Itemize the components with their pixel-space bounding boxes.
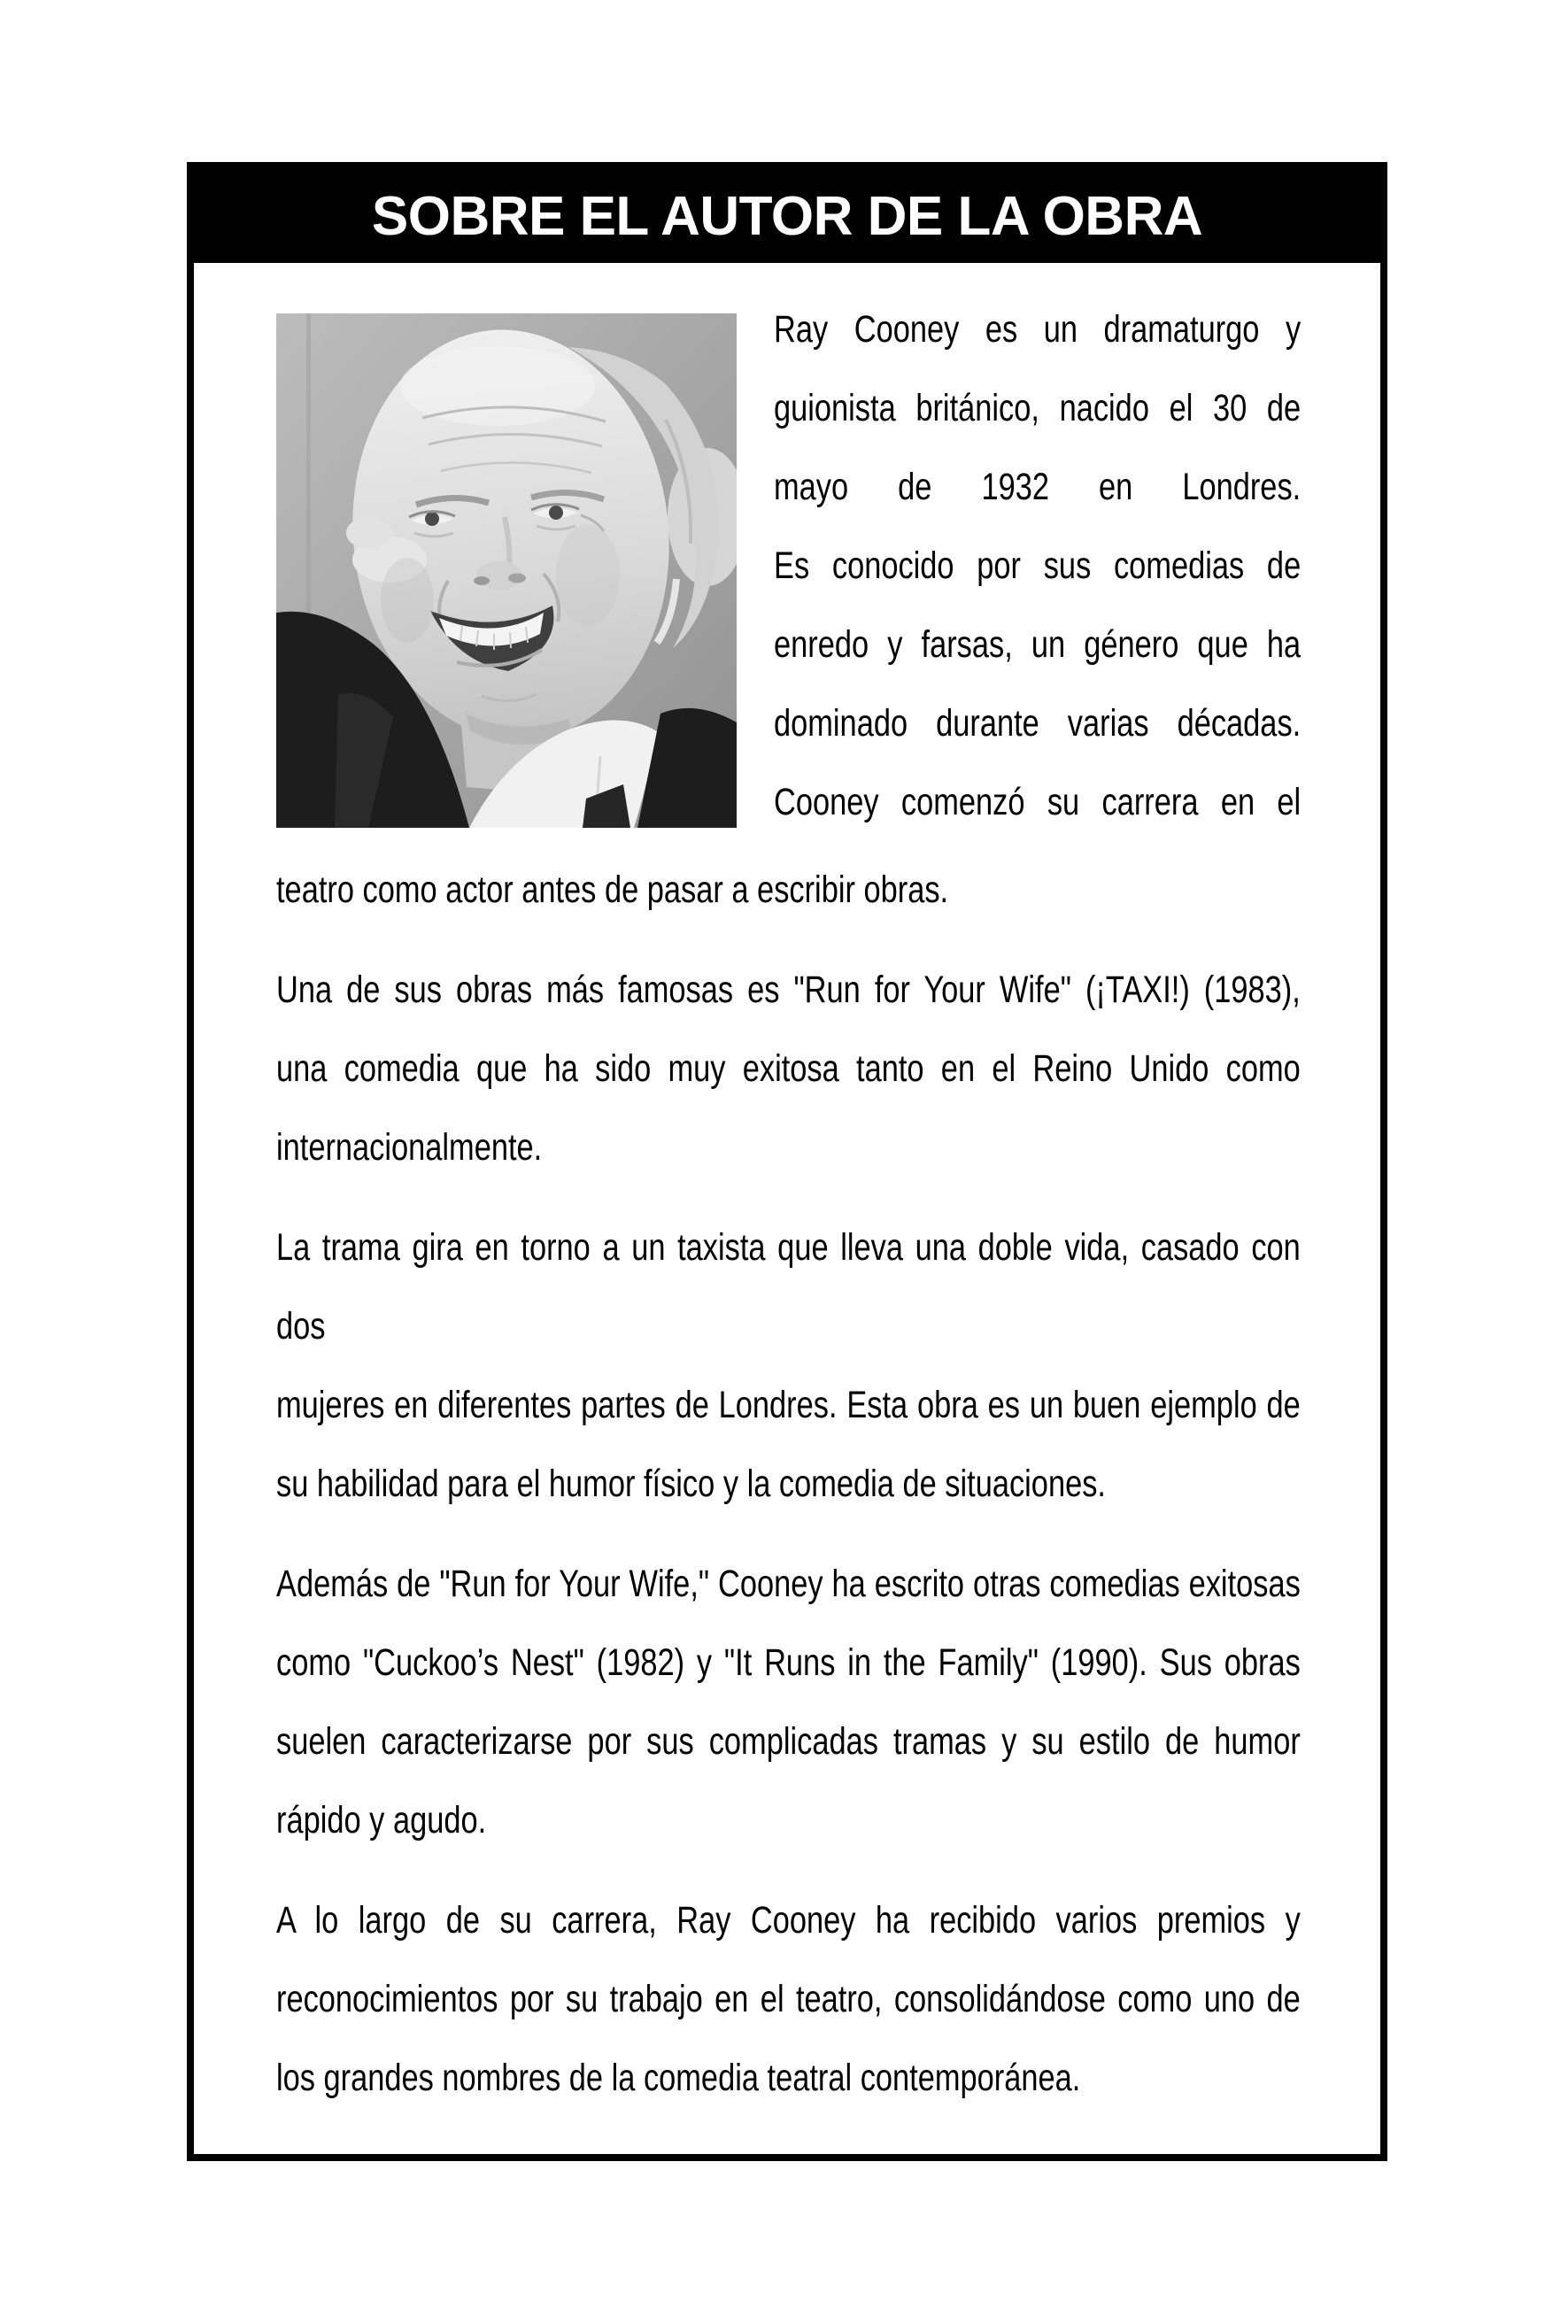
text-line: Es conocido por sus comedias de bbox=[774, 544, 1302, 587]
text-line: teatro como actor antes de pasar a escribir obras. bbox=[276, 869, 949, 911]
text-line: los grandes nombres de la comedia teatral contemporánea. bbox=[276, 2057, 1081, 2099]
text-line: A lo largo de su carrera, Ray Cooney ha recibido varios premios y bbox=[276, 1899, 1301, 1942]
text-line: reconocimientos por su trabajo en el teatro, consolidándose como uno de bbox=[276, 1978, 1301, 2020]
title-bar bbox=[194, 169, 1380, 263]
paragraph-plot bbox=[276, 1208, 1301, 1524]
page-title: SOBRE EL AUTOR DE LA OBRA bbox=[371, 185, 1203, 247]
paragraph-intro-continuation bbox=[276, 851, 1301, 930]
text-line: una comedia que ha sido muy exitosa tanto en el Reino Unido como bbox=[276, 1047, 1301, 1090]
paragraph-intro bbox=[774, 290, 1301, 842]
paragraph-other-comedies bbox=[276, 1545, 1301, 1860]
text-line: dominado durante varias décadas. bbox=[774, 702, 1302, 745]
text-line: mayo de 1932 en Londres. bbox=[774, 466, 1302, 508]
text-line: su habilidad para el humor físico y la comedia de situaciones. bbox=[276, 1463, 1106, 1505]
intro-text-column bbox=[774, 290, 1301, 842]
intro-section bbox=[276, 290, 1301, 842]
paragraph-run-for-your-wife bbox=[276, 951, 1301, 1187]
document-content bbox=[194, 263, 1380, 2118]
text-line: enredo y farsas, un género que ha bbox=[774, 623, 1302, 666]
author-photo bbox=[276, 313, 737, 828]
text-line: Cooney comenzó su carrera en el bbox=[774, 781, 1302, 823]
text-line: mujeres en diferentes partes de Londres. Esta obra es un buen ejemplo de bbox=[276, 1384, 1301, 1426]
text-line: Ray Cooney es un dramaturgo y bbox=[774, 308, 1302, 351]
text-line: La trama gira en torno a un taxista que lleva una doble vida, casado con dos bbox=[276, 1226, 1301, 1347]
document-box bbox=[187, 162, 1387, 2161]
text-line: internacionalmente. bbox=[276, 1126, 543, 1169]
text-line: como "Cuckoo’s Nest" (1982) y "It Runs in the Family" (1990). Sus obras bbox=[276, 1641, 1301, 1684]
text-line: guionista británico, nacido el 30 de bbox=[774, 387, 1302, 429]
text-line: Una de sus obras más famosas es "Run for Your Wife" (¡TAXI!) (1983), bbox=[276, 969, 1301, 1011]
portrait-photo-illustration bbox=[276, 313, 737, 828]
text-line: suelen caracterizarse por sus complicadas tramas y su estilo de humor bbox=[276, 1720, 1301, 1763]
text-line: rápido y agudo. bbox=[276, 1799, 487, 1841]
text-line: Además de "Run for Your Wife," Cooney ha escrito otras comedias exitosas bbox=[276, 1563, 1301, 1605]
paragraph-awards bbox=[276, 1881, 1301, 2118]
